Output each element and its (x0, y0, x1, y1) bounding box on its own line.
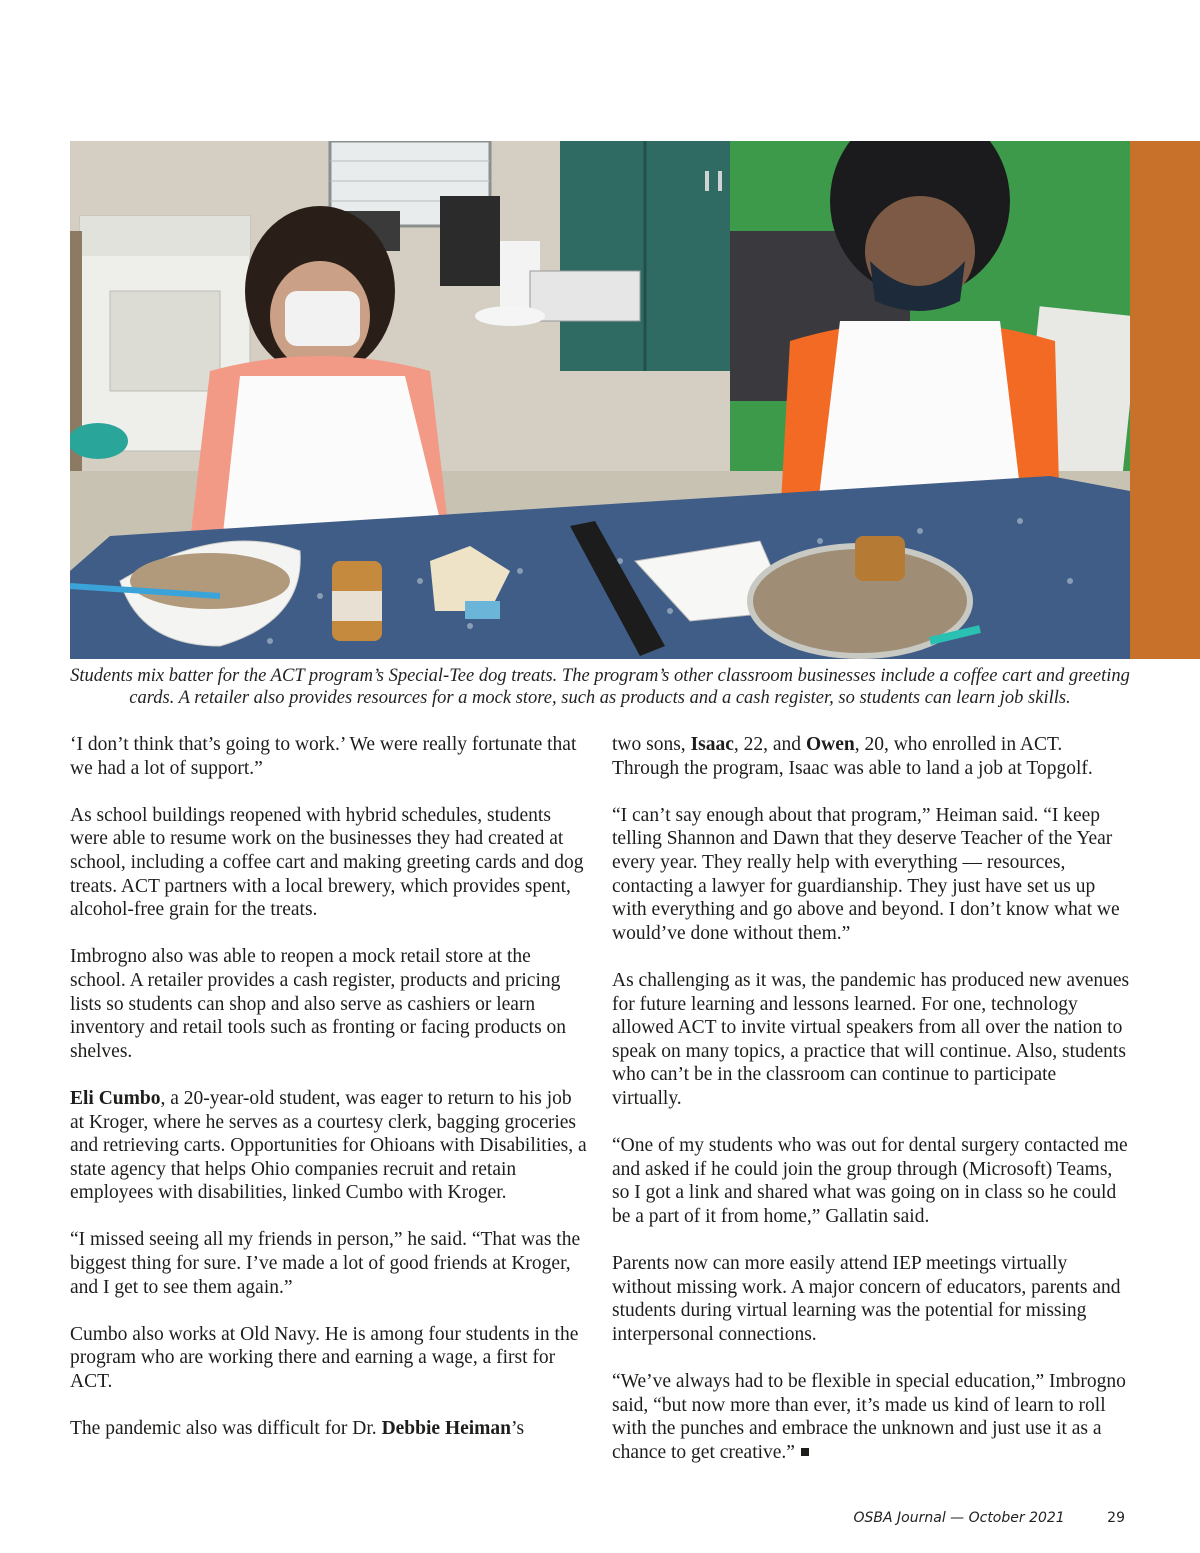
paragraph: ‘I don’t think that’s going to work.’ We were really fortunate that we had a lot of support.” (70, 734, 577, 779)
person-name: Isaac (690, 734, 734, 755)
paragraph-text: , 22, and (733, 734, 806, 755)
paragraph: “One of my students who was out for dental surgery contacted me and asked if he could join the group through (Microsoft) Teams, so I got a link and shared what was going on in class so he could be a part of it from home,” Gallatin said. (612, 1135, 1128, 1227)
classroom-baking-photo (70, 141, 1130, 659)
paragraph-text: The pandemic also was difficult for Dr. (70, 1418, 382, 1440)
paragraph: As school buildings reopened with hybrid schedules, students were able to resume work on the businesses they had created at school, including a coffee cart and making greeting cards and dog treats. ACT partners with a local brewery, which provides spent, alcohol-free grain for the treats. (70, 804, 584, 921)
photo-illustration (70, 141, 1130, 659)
paragraph: Cumbo also works at Old Navy. He is among four students in the program who are working there and earning a wage, a first for ACT. (70, 1323, 579, 1393)
orange-accent-tab (1130, 141, 1200, 659)
paragraph (70, 1417, 588, 1441)
paragraph-text: ’s (511, 1418, 525, 1440)
paragraph: “I can’t say enough about that program,” Heiman said. “I keep telling Shannon and Dawn that they deserve Teacher of the Year every year. They really help with everything — resources, contacting a lawyer for guardianship. They just have set us up with everything and go above and beyond. I don’t know what we would’ve done without them.” (612, 804, 1120, 944)
article-column-right (612, 733, 1130, 1488)
person-name: Eli Cumbo (70, 1087, 161, 1109)
paragraph (70, 1087, 588, 1205)
page-footer (854, 1510, 1126, 1526)
paragraph: As challenging as it was, the pandemic has produced new avenues for future learning and lessons learned. For one, technology allowed ACT to invite virtual speakers from all over the nation to speak on many topics, a practice that will continue. Also, students who can’t be in the classroom can continue to participate virtually. (612, 969, 1130, 1109)
paragraph-text: , 20, who enrolled in ACT. Through the program, Isaac was able to land a job at Topgolf. (612, 734, 1093, 779)
end-of-article-square-icon (801, 1448, 809, 1456)
paragraph (612, 733, 1130, 780)
paragraph-text: , a 20-year-old student, was eager to return to his job at Kroger, where he serves as a courtesy clerk, bagging groceries and retrieving carts. Opportunities for Ohioans with Disabilities, a state agency that helps Ohio companies recruit and retain employees with disabilities, linked Cumbo with Kroger. (70, 1087, 587, 1204)
photo-caption: Students mix batter for the ACT program’s Special-Tee dog treats. The program’s other classroom businesses include a coffee cart and greeting cards. A retailer also provides resources for a mock store, such as products and a cash register, so students can learn job skills. (70, 666, 1130, 708)
person-name: Owen (805, 734, 855, 755)
article-column-left (70, 733, 588, 1464)
paragraph (612, 1370, 1130, 1464)
paragraph-text: two sons, (612, 734, 691, 755)
paragraph: “I missed seeing all my friends in person,” he said. “That was the biggest thing for sure. I’ve made a lot of good friends at Kroger, and I get to see them again.” (70, 1229, 581, 1298)
page-number: 29 (1107, 1510, 1125, 1526)
paragraph: Parents now can more easily attend IEP meetings virtually without missing work. A major concern of educators, parents and students during virtual learning was the potential for missing interpersonal connections. (612, 1253, 1121, 1345)
person-name: Debbie Heiman (381, 1418, 512, 1440)
paragraph: Imbrogno also was able to reopen a mock retail store at the school. A retailer provides a cash register, products and pricing lists so students can shop and also serve as cashiers or learn inventory and retail tools such as fronting or facing products on shelves. (70, 946, 567, 1062)
paragraph-text: “We’ve always had to be flexible in special education,” Imbrogno said, “but now more than ever, it’s made us kind of learn to roll with the punches and embrace the unknown and just use it as a chance to get creative.” (612, 1371, 1126, 1463)
journal-title: OSBA Journal — October 2021 (853, 1510, 1065, 1526)
